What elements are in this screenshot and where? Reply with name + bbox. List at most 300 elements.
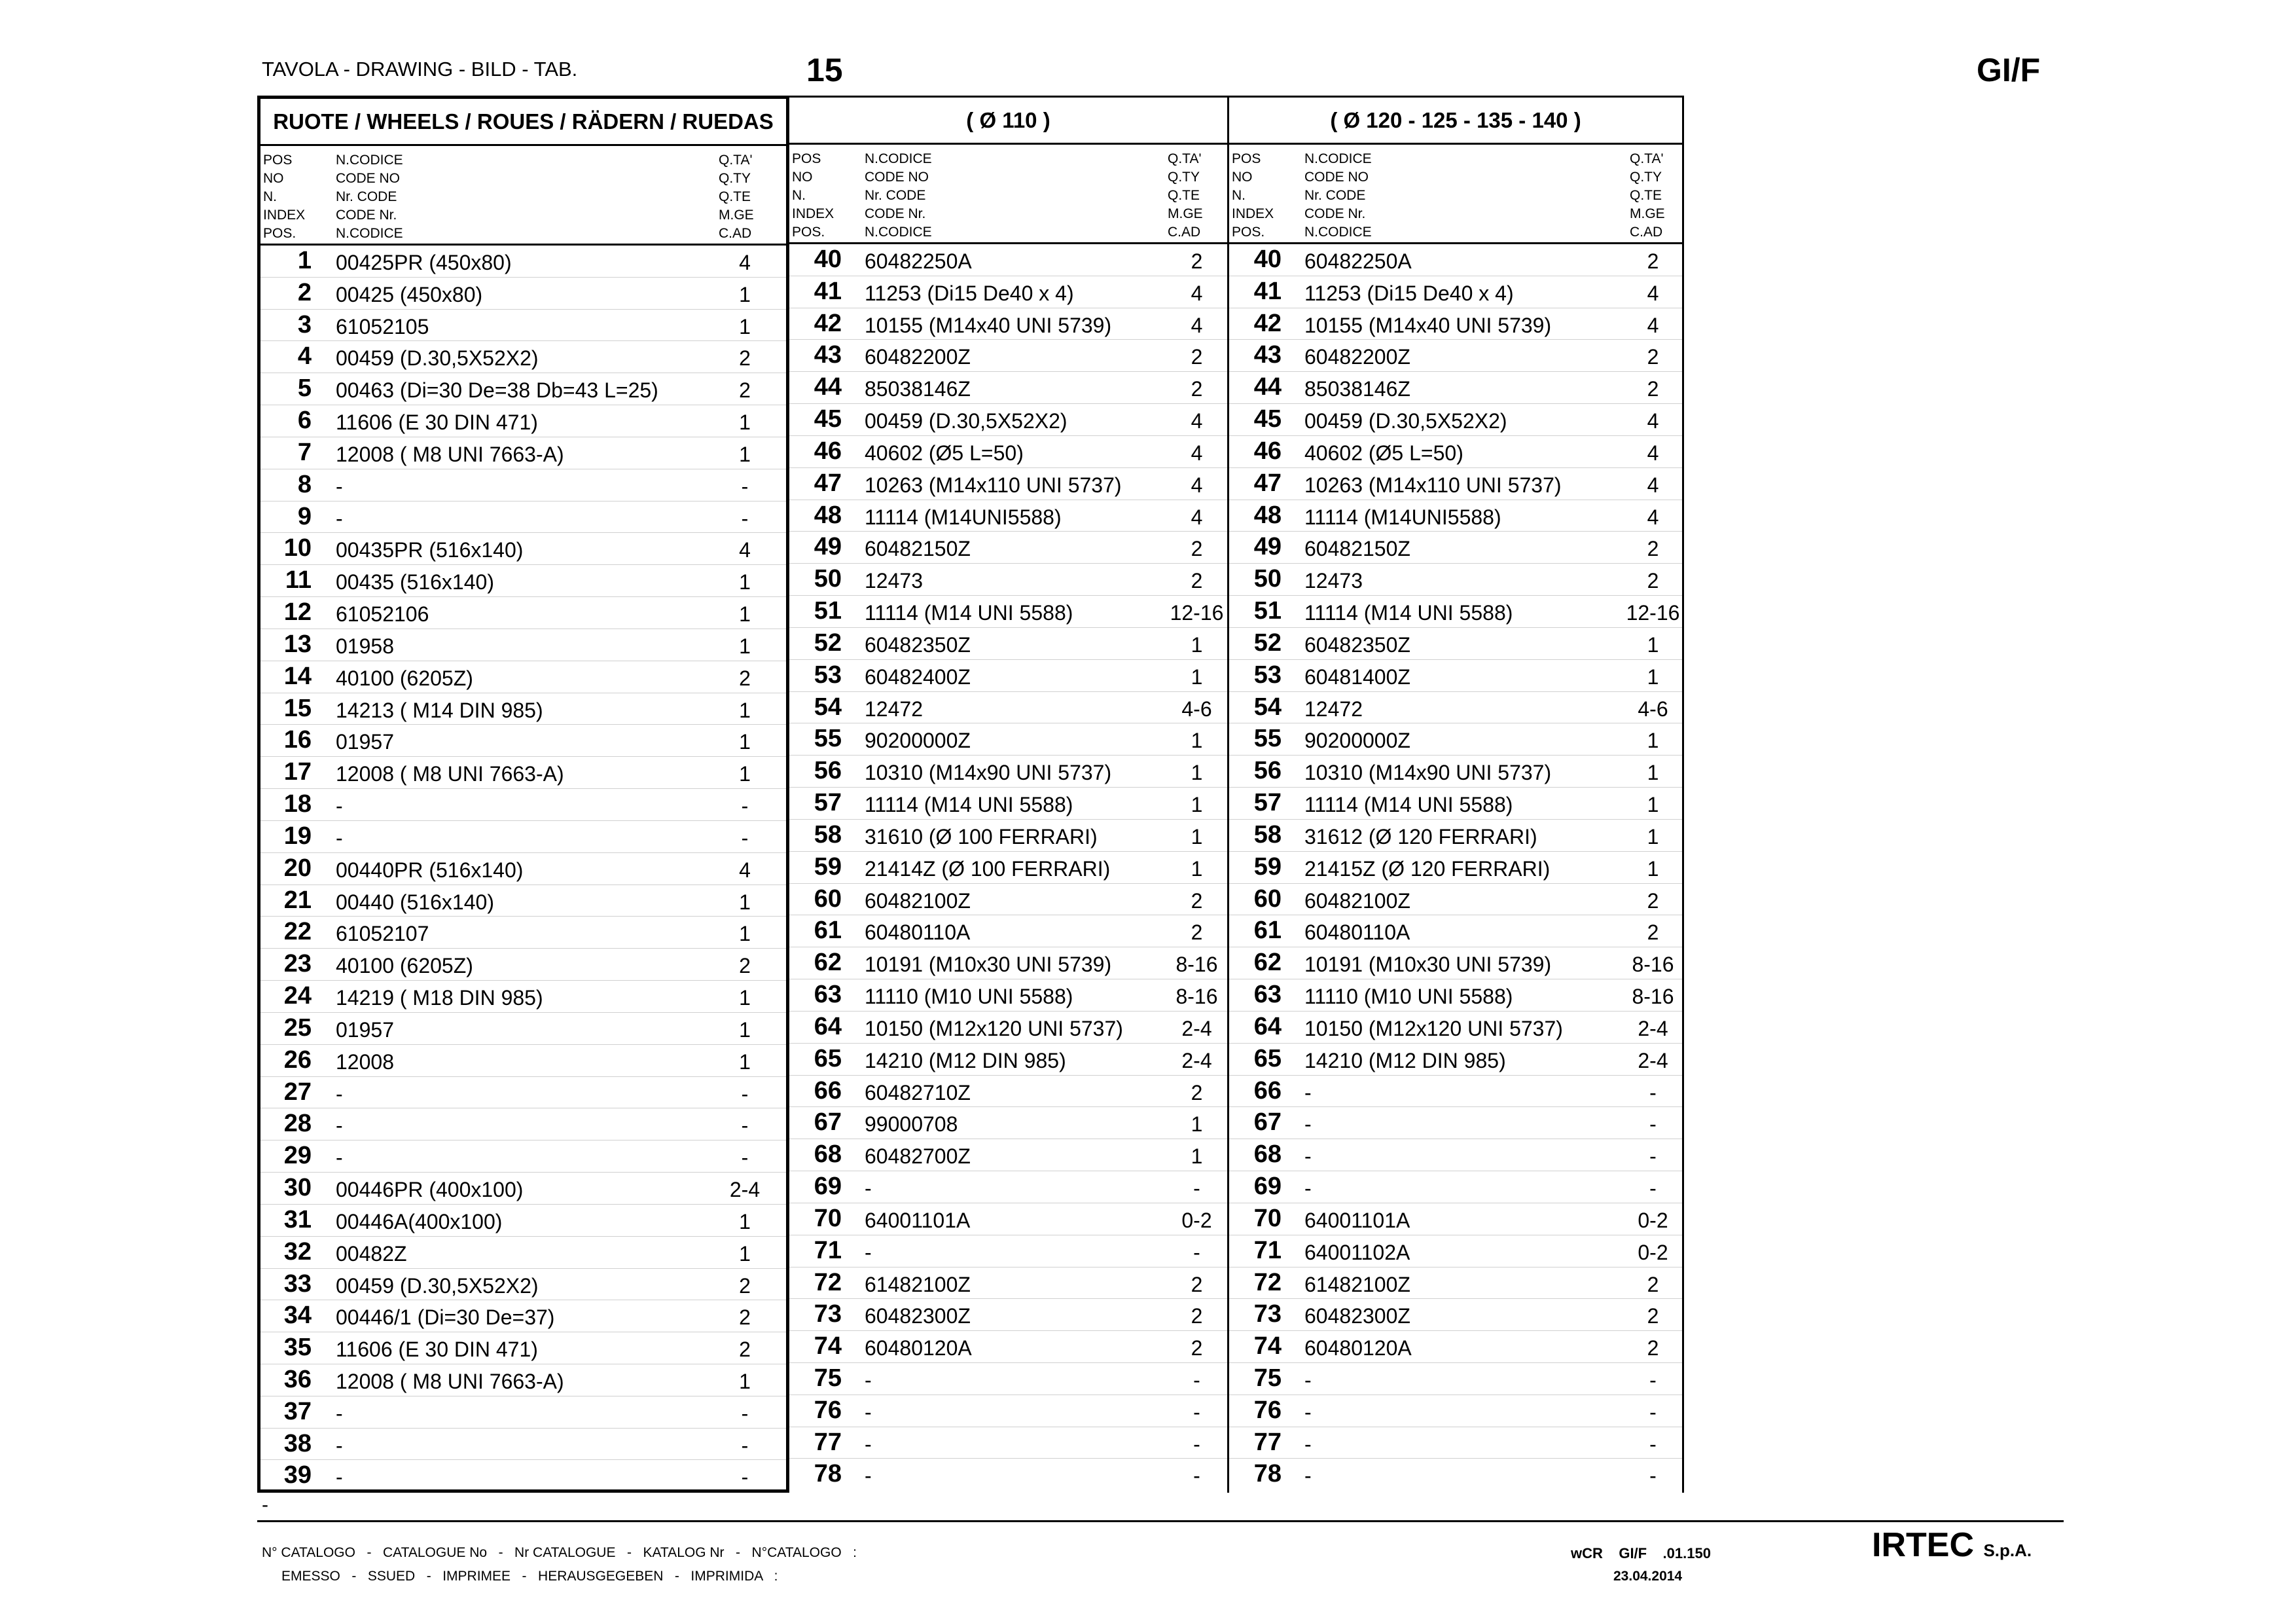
cell-qty: 4 <box>739 538 751 562</box>
table-row <box>260 757 786 789</box>
column-header-line: M.GE <box>1630 206 1665 221</box>
cell-qty: - <box>741 1146 749 1170</box>
table-row <box>260 533 786 565</box>
cell-code: 60482100Z <box>1304 888 1410 913</box>
cell-code: 11110 (M10 UNI 5588) <box>1304 985 1513 1009</box>
table-row <box>260 1045 786 1077</box>
column-header-line: N.CODICE <box>865 225 932 240</box>
cell-code: - <box>336 474 343 498</box>
cell-qty: 1 <box>1191 665 1203 689</box>
cell-qty: 1 <box>739 282 751 306</box>
cell-qty: 8-16 <box>1175 985 1218 1009</box>
cell-qty: 1 <box>739 1017 751 1042</box>
cell-pos: 71 <box>1253 1236 1282 1264</box>
table-title: ( Ø 110 ) <box>789 98 1227 145</box>
column-header-pos <box>263 151 305 243</box>
cell-code: 11114 (M14 UNI 5588) <box>865 601 1073 625</box>
table-row <box>789 1427 1227 1459</box>
cell-code: - <box>865 1368 872 1392</box>
table-row <box>789 1107 1227 1139</box>
cell-qty: 1 <box>739 1049 751 1074</box>
table-row <box>260 821 786 853</box>
table-row <box>1229 660 1682 692</box>
cell-qty: 2 <box>1647 921 1659 945</box>
cell-code: 12008 ( M8 UNI 7663-A) <box>336 442 564 466</box>
table-row <box>789 404 1227 436</box>
cell-pos: 29 <box>283 1142 312 1170</box>
cell-qty: 2 <box>1647 1336 1659 1360</box>
cell-code: 01957 <box>336 730 394 754</box>
table-row <box>789 979 1227 1012</box>
column-header-line: INDEX <box>792 206 834 221</box>
table-row <box>260 565 786 597</box>
cell-qty: - <box>1649 1144 1657 1169</box>
cell-qty: 1 <box>1191 1112 1203 1137</box>
cell-pos: 67 <box>1253 1108 1282 1137</box>
table-row <box>1229 756 1682 788</box>
table-row <box>260 1429 786 1461</box>
cell-pos: 75 <box>1253 1364 1282 1392</box>
cell-pos: 78 <box>1253 1460 1282 1488</box>
table-row <box>1229 1107 1682 1139</box>
cell-code: - <box>336 826 343 850</box>
cell-pos: 24 <box>283 982 312 1010</box>
cell-pos: 75 <box>814 1364 842 1392</box>
cell-qty: - <box>741 794 749 818</box>
cell-pos: 56 <box>814 757 842 785</box>
cell-code: 00459 (D.30,5X52X2) <box>336 346 539 371</box>
column-header-line: POS. <box>792 225 825 240</box>
cell-code: 60482350Z <box>865 632 971 657</box>
cell-code: - <box>336 1433 343 1457</box>
cell-pos: 63 <box>814 981 842 1009</box>
table-row <box>789 276 1227 308</box>
cell-pos: 23 <box>283 950 312 978</box>
cell-qty: 1 <box>739 602 751 627</box>
table-row <box>260 725 786 757</box>
cell-code: 60482100Z <box>865 888 971 913</box>
table-row <box>260 1396 786 1429</box>
table-row <box>260 597 786 629</box>
cell-qty: 2 <box>739 346 751 371</box>
table-row <box>1229 1299 1682 1331</box>
table-row <box>1229 628 1682 660</box>
cell-pos: 59 <box>814 852 842 881</box>
table-row <box>1229 915 1682 947</box>
cell-pos: 46 <box>814 437 842 465</box>
cell-qty: 1 <box>1191 761 1203 785</box>
cell-code: 00446/1 (Di=30 De=37) <box>336 1305 555 1330</box>
cell-qty: 2 <box>1191 921 1203 945</box>
cell-qty: 1 <box>739 986 751 1010</box>
cell-qty: 4 <box>1647 313 1659 337</box>
cell-pos: 71 <box>814 1236 842 1264</box>
table-row <box>789 692 1227 724</box>
column-header-code <box>865 150 932 242</box>
cell-qty: 2 <box>1191 537 1203 561</box>
cell-code: 11114 (M14UNI5588) <box>865 505 1062 529</box>
table-row <box>260 661 786 693</box>
table-row <box>1229 1331 1682 1363</box>
cell-pos: 46 <box>1253 437 1282 465</box>
cell-qty: 12-16 <box>1170 601 1224 625</box>
table-title: RUOTE / WHEELS / ROUES / RÄDERN / RUEDAS <box>260 99 786 146</box>
column-header-line: Q.TA' <box>719 153 753 168</box>
cell-pos: 72 <box>814 1268 842 1296</box>
cell-code: 11114 (M14 UNI 5588) <box>865 793 1073 817</box>
cell-qty: 2 <box>1647 1272 1659 1296</box>
company-suffix: S.p.A. <box>1983 1541 2032 1560</box>
cell-pos: 40 <box>814 246 842 273</box>
cell-pos: 3 <box>297 310 312 338</box>
cell-pos: 35 <box>283 1334 312 1362</box>
table-row <box>260 1205 786 1237</box>
cell-pos: 60 <box>814 884 842 913</box>
table-row <box>1229 276 1682 308</box>
cell-code: 40602 (Ø5 L=50) <box>865 441 1024 465</box>
table-row <box>1229 1427 1682 1459</box>
cell-pos: 74 <box>1253 1332 1282 1360</box>
table-row <box>260 1140 786 1173</box>
cell-qty: 4 <box>1191 441 1203 465</box>
cell-code: 60480110A <box>865 921 971 945</box>
cell-pos: 74 <box>814 1332 842 1360</box>
cell-pos: 66 <box>1253 1076 1282 1104</box>
cell-qty: 4 <box>1191 505 1203 529</box>
cell-code: 60480120A <box>1304 1336 1412 1360</box>
cell-pos: 38 <box>283 1429 312 1457</box>
cell-qty: 1 <box>739 1369 751 1393</box>
cell-code: 10155 (M14x40 UNI 5739) <box>1304 313 1552 337</box>
cell-code: 14210 (M12 DIN 985) <box>1304 1048 1506 1072</box>
cell-pos: 28 <box>283 1110 312 1138</box>
cell-pos: 43 <box>814 341 842 369</box>
cell-pos: 45 <box>1253 405 1282 433</box>
table-title: ( Ø 120 - 125 - 135 - 140 ) <box>1229 98 1682 145</box>
cell-pos: 56 <box>1253 757 1282 785</box>
table-row <box>1229 436 1682 468</box>
cell-qty: - <box>741 1401 749 1425</box>
cell-qty: 1 <box>739 1241 751 1266</box>
cell-pos: 2 <box>297 278 312 306</box>
table-row <box>789 820 1227 852</box>
cell-pos: 51 <box>1253 597 1282 625</box>
cell-qty: 2 <box>1647 537 1659 561</box>
column-header-line: N. <box>263 189 277 204</box>
table-row <box>1229 1076 1682 1108</box>
table-row <box>1229 1012 1682 1044</box>
cell-pos: 72 <box>1253 1268 1282 1296</box>
cell-qty: - <box>1193 1240 1200 1264</box>
cell-code: 12473 <box>865 569 923 593</box>
table-row <box>260 1460 786 1492</box>
cell-code: 12473 <box>1304 569 1363 593</box>
cell-code: 10150 (M12x120 UNI 5737) <box>865 1016 1123 1040</box>
cell-code: 14210 (M12 DIN 985) <box>865 1048 1066 1072</box>
cell-pos: 12 <box>283 598 312 627</box>
cell-qty: 2 <box>1647 1304 1659 1328</box>
cell-pos: 11 <box>285 566 312 594</box>
column-header-line: Nr. CODE <box>865 188 926 203</box>
cell-qty: 2 <box>1647 569 1659 593</box>
cell-code: 00446PR (400x100) <box>336 1178 524 1202</box>
cell-code: 60480120A <box>865 1336 972 1360</box>
cell-qty: 4 <box>1647 441 1659 465</box>
cell-pos: 63 <box>1253 981 1282 1009</box>
cell-pos: 66 <box>814 1076 842 1104</box>
cell-pos: 19 <box>283 822 312 850</box>
table-row <box>260 373 786 405</box>
table-row <box>260 1269 786 1301</box>
cell-pos: 44 <box>1253 373 1282 401</box>
table-row <box>789 436 1227 468</box>
table-row <box>789 532 1227 564</box>
cell-code: 60482300Z <box>865 1304 971 1328</box>
cell-code: 14213 ( M14 DIN 985) <box>336 698 543 722</box>
cell-code: 64001101A <box>1304 1208 1410 1232</box>
cell-code: 00440PR (516x140) <box>336 858 524 882</box>
cell-code: 90200000Z <box>1304 729 1410 753</box>
cell-qty: - <box>1649 1112 1657 1137</box>
cell-qty: 1 <box>739 570 751 594</box>
table-row <box>789 372 1227 404</box>
cell-qty: 8-16 <box>1632 985 1674 1009</box>
column-header-line: Q.TY <box>719 171 751 186</box>
cell-qty: 2 <box>1191 249 1203 273</box>
cell-pos: 18 <box>283 790 312 818</box>
cell-qty: 2 <box>1647 888 1659 913</box>
catalogue-line: N° CATALOGO - CATALOGUE No - Nr CATALOGUE - KATALOG Nr - N°CATALOGO : <box>262 1545 857 1560</box>
cell-code: 60480110A <box>1304 921 1410 945</box>
cell-qty: - <box>741 506 749 530</box>
cell-pos: 64 <box>1253 1012 1282 1040</box>
column-header-line: N.CODICE <box>336 226 403 241</box>
cell-qty: 4 <box>1191 473 1203 497</box>
cell-qty: - <box>1193 1400 1200 1424</box>
table-body <box>1229 244 1682 1491</box>
table-row <box>789 756 1227 788</box>
table-row <box>1229 1203 1682 1235</box>
cell-qty: - <box>1193 1368 1200 1392</box>
cell-code: 10310 (M14x90 UNI 5737) <box>865 761 1112 785</box>
table-row <box>260 981 786 1013</box>
column-header-line: M.GE <box>1168 206 1203 221</box>
cell-pos: 34 <box>283 1302 312 1330</box>
column-header-line: INDEX <box>263 208 306 223</box>
cell-qty: 2 <box>1191 888 1203 913</box>
cell-code: - <box>336 1465 343 1489</box>
cell-code: 00425PR (450x80) <box>336 251 512 274</box>
table-row <box>789 1395 1227 1427</box>
cell-qty: 1 <box>739 922 751 946</box>
cell-pos: 58 <box>814 820 842 848</box>
table-row <box>789 244 1227 276</box>
table-d120 <box>1229 96 1684 1493</box>
table-row <box>260 949 786 981</box>
cell-qty: 2 <box>739 1273 751 1298</box>
cell-pos: 22 <box>283 918 312 946</box>
cell-code: 64001101A <box>865 1208 971 1232</box>
table-row <box>789 1235 1227 1267</box>
cell-code: 90200000Z <box>865 729 971 753</box>
table-row <box>1229 788 1682 820</box>
column-header-line: NO <box>792 170 813 185</box>
cell-qty: - <box>741 1433 749 1457</box>
cell-qty: 1 <box>739 410 751 435</box>
cell-code: 60482400Z <box>865 665 971 689</box>
cell-code: 61482100Z <box>1304 1272 1410 1296</box>
cell-qty: 2 <box>1191 1272 1203 1296</box>
column-header-qty <box>1168 150 1203 242</box>
table-row <box>1229 723 1682 756</box>
table-row <box>1229 1044 1682 1076</box>
cell-pos: 57 <box>814 789 842 817</box>
column-header-line: Nr. CODE <box>336 189 397 204</box>
cell-qty: 8-16 <box>1632 953 1674 977</box>
table-row <box>1229 820 1682 852</box>
cell-code: 85038146Z <box>1304 377 1410 401</box>
cell-qty: 1 <box>739 698 751 722</box>
drawing-label: TAVOLA - DRAWING - BILD - TAB. <box>262 58 578 81</box>
cell-pos: 58 <box>1253 820 1282 848</box>
cell-qty: 2-4 <box>1638 1048 1668 1072</box>
cell-pos: 53 <box>814 661 842 689</box>
column-header-line: C.AD <box>719 226 752 241</box>
table-row <box>789 500 1227 532</box>
cell-code: 01958 <box>336 634 394 658</box>
cell-code: 00463 (Di=30 De=38 Db=43 L=25) <box>336 378 658 403</box>
table-row <box>789 1012 1227 1044</box>
cell-pos: 62 <box>814 949 842 977</box>
column-header-line: CODE Nr. <box>336 208 397 223</box>
table-row <box>260 1332 786 1364</box>
cell-qty: - <box>741 1465 749 1489</box>
cell-qty: 4 <box>1647 473 1659 497</box>
cell-pos: 15 <box>283 694 312 722</box>
table-row <box>1229 1235 1682 1267</box>
cell-code: 00425 (450x80) <box>336 282 483 306</box>
cell-qty: 1 <box>1191 793 1203 817</box>
cell-pos: 8 <box>297 470 312 498</box>
table-row <box>1229 1171 1682 1203</box>
cell-pos: 13 <box>283 630 312 658</box>
cell-qty: 1 <box>739 730 751 754</box>
cell-code: 10155 (M14x40 UNI 5739) <box>865 313 1112 337</box>
cell-pos: 40 <box>1253 246 1282 273</box>
column-header-line: N.CODICE <box>865 151 932 166</box>
column-header-line: CODE Nr. <box>865 206 926 221</box>
cell-code: 12472 <box>865 697 923 721</box>
column-header-line: Q.TY <box>1630 170 1662 185</box>
cell-pos: 69 <box>814 1173 842 1201</box>
cell-qty: - <box>741 1114 749 1138</box>
cell-code: - <box>1304 1176 1312 1201</box>
cell-code: 60482350Z <box>1304 632 1410 657</box>
cell-code: 11114 (M14 UNI 5588) <box>1304 793 1513 817</box>
column-header-qty <box>719 151 754 243</box>
cell-pos: 70 <box>814 1204 842 1232</box>
cell-qty: 1 <box>1647 824 1659 848</box>
cell-code: 00459 (D.30,5X52X2) <box>1304 409 1507 433</box>
column-header-line: C.AD <box>1630 225 1663 240</box>
table-row <box>260 1077 786 1109</box>
column-header-line: CODE NO <box>1304 170 1369 185</box>
cell-code: 11114 (M14 UNI 5588) <box>1304 601 1513 625</box>
table-row <box>1229 244 1682 276</box>
column-header-line: Q.TE <box>719 189 751 204</box>
cell-pos: 42 <box>1253 309 1282 337</box>
cell-qty: 1 <box>1191 824 1203 848</box>
cell-pos: 70 <box>1253 1204 1282 1232</box>
cell-pos: 51 <box>814 597 842 625</box>
table-row <box>260 469 786 501</box>
cell-code: 60482250A <box>1304 249 1412 273</box>
cell-pos: 32 <box>283 1237 312 1266</box>
cell-code: 11253 (Di15 De40 x 4) <box>1304 281 1514 305</box>
table-row <box>1229 852 1682 884</box>
cell-code: 61052106 <box>336 602 429 627</box>
table-row <box>1229 1395 1682 1427</box>
cell-code: 10310 (M14x90 UNI 5737) <box>1304 761 1552 785</box>
table-row <box>1229 308 1682 340</box>
cell-pos: 76 <box>1253 1396 1282 1424</box>
cell-pos: 61 <box>1253 917 1282 945</box>
cell-pos: 25 <box>283 1013 312 1042</box>
cell-qty: 0-2 <box>1181 1208 1212 1232</box>
table-row <box>1229 947 1682 979</box>
cell-pos: 57 <box>1253 789 1282 817</box>
cell-pos: 48 <box>1253 501 1282 529</box>
table-row <box>1229 340 1682 372</box>
column-header-pos <box>1232 150 1274 242</box>
cell-code: - <box>865 1176 872 1201</box>
cell-qty: 2 <box>1647 345 1659 369</box>
cell-qty: 2-4 <box>1181 1048 1212 1072</box>
cell-code: 10150 (M12x120 UNI 5737) <box>1304 1016 1563 1040</box>
cell-code: 10191 (M10x30 UNI 5739) <box>865 953 1112 977</box>
cell-qty: 1 <box>1647 632 1659 657</box>
cell-pos: 54 <box>1253 693 1282 721</box>
cell-qty: 2 <box>739 954 751 978</box>
column-header-line: N.CODICE <box>336 153 403 168</box>
cell-pos: 41 <box>814 277 842 305</box>
cell-qty: 1 <box>739 890 751 914</box>
table-row <box>789 1139 1227 1171</box>
cell-qty: - <box>1193 1432 1200 1456</box>
cell-qty: - <box>1649 1432 1657 1456</box>
cell-pos: 20 <box>283 854 312 882</box>
cell-code: - <box>1304 1144 1312 1169</box>
cell-qty: 4 <box>1647 281 1659 305</box>
table-row <box>789 947 1227 979</box>
table-row <box>1229 596 1682 628</box>
table-wheels <box>257 96 789 1493</box>
cell-code: - <box>865 1464 872 1488</box>
table-row <box>789 564 1227 596</box>
table-row <box>260 310 786 342</box>
cell-qty: - <box>1193 1464 1200 1488</box>
table-row <box>260 278 786 310</box>
cell-qty: 12-16 <box>1626 601 1680 625</box>
cell-pos: 52 <box>814 629 842 657</box>
table-row <box>789 723 1227 756</box>
cell-pos: 36 <box>283 1365 312 1393</box>
column-header-line: N. <box>1232 188 1246 203</box>
cell-pos: 49 <box>814 533 842 561</box>
cell-qty: 1 <box>739 1209 751 1233</box>
table-row <box>789 596 1227 628</box>
cell-pos: 21 <box>283 886 312 914</box>
